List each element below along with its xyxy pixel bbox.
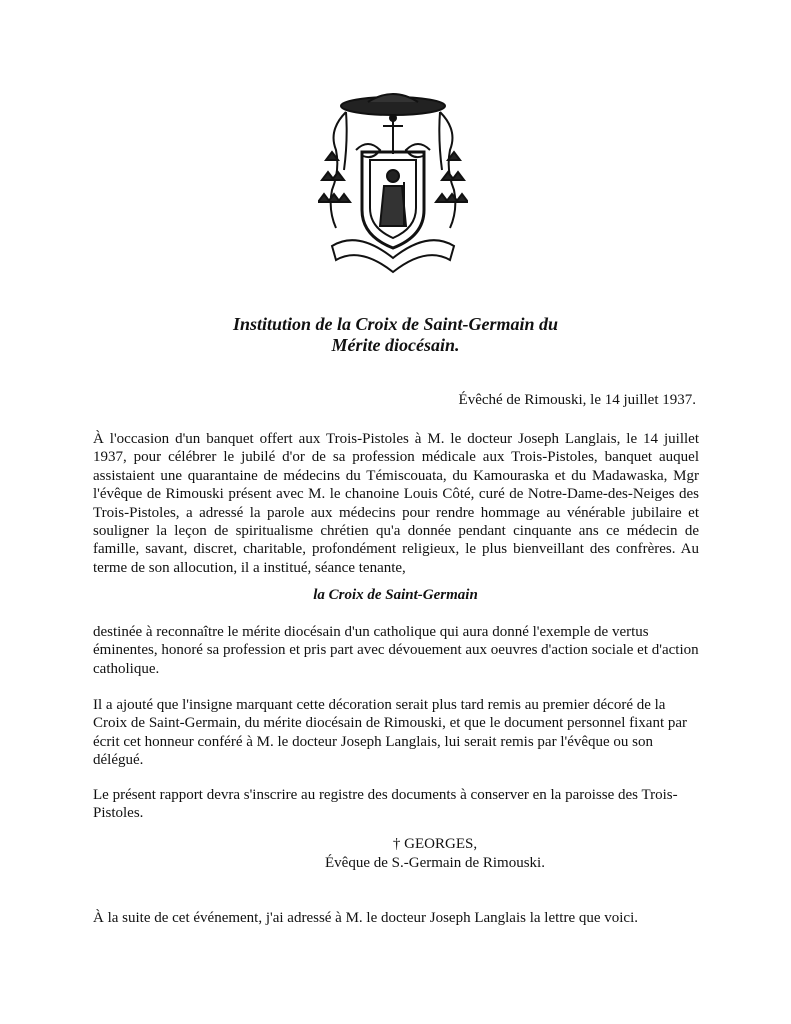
coat-of-arms-icon — [318, 90, 468, 275]
paragraph-purpose: destinée à reconnaître le mérite diocésain d'un catholique qui aura donné l'exemple de vertus éminentes, honoré sa profession et pris part avec dévouement aux oeuvres d'action sociale et d'action catholique. — [93, 624, 699, 677]
signature-title: Évêque de S.-Germain de Rimouski. — [325, 855, 545, 871]
document-title-line-1: Institution de la Croix de Saint-Germain du — [232, 314, 559, 334]
decoration-name: la Croix de Saint-Germain — [313, 587, 478, 603]
paragraph-insignia: Il a ajouté que l'insigne marquant cette décoration serait plus tard remis au premier décoré de la Croix de Saint-Germain, du mérite diocésain de Rimouski, et que le document personnel fixant par écrit cet honneur conféré à M. le docteur Joseph Langlais, lui serait remis par l'évêque ou son délégué. — [93, 697, 688, 769]
signature-name: † GEORGES, — [392, 836, 478, 852]
paragraph-register: Le présent rapport devra s'inscrire au registre des documents à conserver en la paroisse des Trois-Pistoles. — [93, 787, 678, 822]
dateline: Évêché de Rimouski, le 14 juillet 1937. — [458, 392, 696, 408]
paragraph-banquet: À l'occasion d'un banquet offert aux Trois-Pistoles à M. le docteur Joseph Langlais, le 14 juillet 1937, pour célébrer le jubilé d'or de sa profession médicale aux Trois-Pistoles, banquet auquel assistaient une quarantaine de médecins du Témiscouata, du Kamouraska et du Madawaska, Mgr l'évêque de Rimouski présent avec M. le chanoine Louis Côté, curé de Notre-Dame-des-Neiges des Trois-Pistoles, a adressé la parole aux médecins pour rendre hommage au vénérable jubilaire et souligner la leçon de spiritualisme chrétien qu'a donnée pendant cinquante ans ce médecin de famille, savant, discret, charitable, profondément religieux, le plus bienveillant des confrères. Au terme de son allocution, il a institué, séance tenante, — [93, 431, 699, 576]
paragraph-letter-intro: À la suite de cet événement, j'ai adressé à M. le docteur Joseph Langlais la lettre que voici. — [93, 910, 639, 926]
document-title-line-2: Mérite diocésain. — [331, 335, 460, 355]
